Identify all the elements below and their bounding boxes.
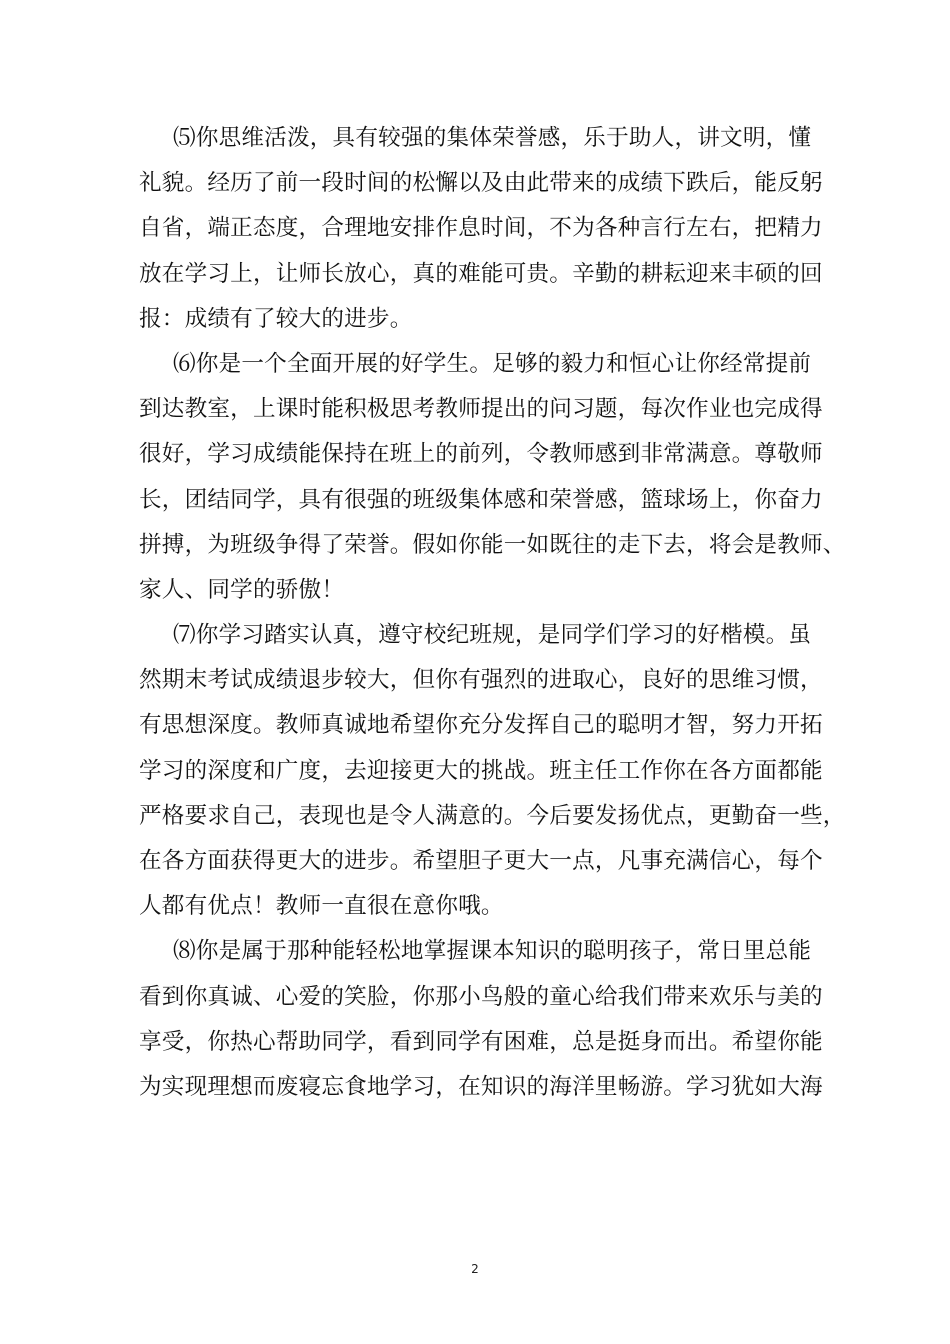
text-line: 有思想深度。教师真诚地希望你充分发挥自己的聪明才智，努力开拓 bbox=[139, 712, 823, 739]
text-line: 人都有优点！教师一直很在意你哦。 bbox=[139, 893, 504, 920]
paragraph-5 bbox=[139, 116, 823, 342]
text-line: ⑻你是属于那种能轻松地掌握课本知识的聪明孩子，常日里总能 bbox=[173, 938, 812, 965]
text-line: 自省，端正态度，合理地安排作息时间，不为各种言行左右，把精力 bbox=[139, 215, 823, 242]
text-line: 拼搏，为班级争得了荣誉。假如你能一如既往的走下去，将会是教师、 bbox=[139, 531, 846, 558]
text-line: 享受，你热心帮助同学，看到同学有困难，总是挺身而出。希望你能 bbox=[139, 1028, 823, 1055]
text-line: ⑹你是一个全面开展的好学生。足够的毅力和恒心让你经常提前 bbox=[173, 350, 812, 377]
text-line: 放在学习上，让师长放心，真的难能可贵。辛勤的耕耘迎来丰硕的回 bbox=[139, 260, 823, 287]
text-line: 报：成绩有了较大的进步。 bbox=[139, 305, 413, 332]
paragraph-7 bbox=[139, 613, 846, 929]
document-body bbox=[139, 116, 846, 1110]
text-line: 家人、同学的骄傲！ bbox=[139, 576, 345, 603]
page-number: 2 bbox=[471, 1262, 479, 1276]
text-line: ⑸你思维活泼，具有较强的集体荣誉感，乐于助人，讲文明，懂 bbox=[173, 125, 812, 151]
text-line: 礼貌。经历了前一段时间的松懈以及由此带来的成绩下跌后，能反躬 bbox=[139, 170, 823, 197]
text-line: 长，团结同学，具有很强的班级集体感和荣誉感，篮球场上，你奋力 bbox=[139, 486, 823, 513]
paragraph-6 bbox=[139, 342, 846, 613]
text-line: ⑺你学习踏实认真，遵守校纪班规，是同学们学习的好楷模。虽 bbox=[173, 622, 812, 649]
paragraph-8 bbox=[139, 929, 823, 1110]
text-line: 在各方面获得更大的进步。希望胆子更大一点，凡事充满信心，每个 bbox=[139, 848, 823, 874]
text-line: 很好，学习成绩能保持在班上的前列，令教师感到非常满意。尊敬师 bbox=[139, 441, 823, 468]
text-line: 到达教室，上课时能积极思考教师提出的问习题，每次作业也完成得 bbox=[139, 396, 823, 423]
text-line: 看到你真诚、心爱的笑脸，你那小鸟般的童心给我们带来欢乐与美的 bbox=[139, 983, 823, 1010]
text-line: 然期末考试成绩退步较大，但你有强烈的进取心，良好的思维习惯， bbox=[139, 667, 823, 694]
text-line: 学习的深度和广度，去迎接更大的挑战。班主任工作你在各方面都能 bbox=[139, 757, 823, 784]
text-line: 严格要求自己，表现也是令人满意的。今后要发扬优点，更勤奋一些， bbox=[139, 802, 846, 829]
text-line: 为实现理想而废寝忘食地学习，在知识的海洋里畅游。学习犹如大海 bbox=[139, 1073, 823, 1100]
